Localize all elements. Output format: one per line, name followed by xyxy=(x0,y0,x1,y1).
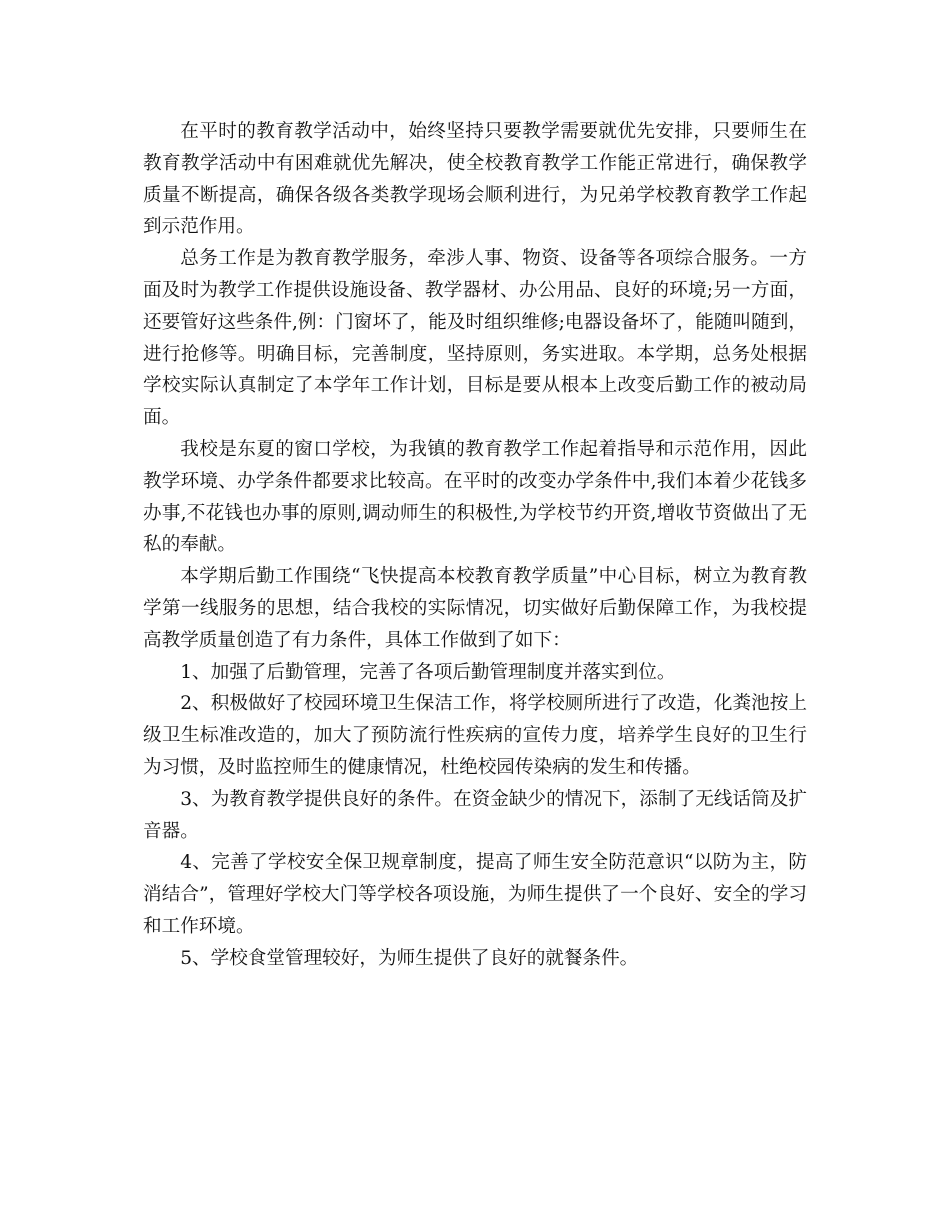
paragraph-2: 总务工作是为教育教学服务，牵涉人事、物资、设备等各项综合服务。一方面及时为教学工作提供设施设备、教学器材、办公用品、良好的环境;另一方面，还要管好这些条件,例：门窗坏了，能及时组织维修;电器设备坏了，能随叫随到，进行抢修等。明确目标，完善制度，坚持原则，务实进取。本学期，总务处根据学校实际认真制定了本学年工作计划，目标是要从根本上改变后勤工作的被动局面。 xyxy=(143,248,807,429)
paragraph-1: 在平时的教育教学活动中，始终坚持只要教学需要就优先安排，只要师生在教育教学活动中有困难就优先解决，使全校教育教学工作能正常进行，确保教学质量不断提高，确保各级各类教学现场会顺利进行，为兄弟学校教育教学工作起到示范作用。 xyxy=(143,121,807,238)
list-item-3: 3、为教育教学提供良好的条件。在资金缺少的情况下，添制了无线话筒及扩音器。 xyxy=(143,788,807,842)
list-item-5: 5、学校食堂管理较好，为师生提供了良好的就餐条件。 xyxy=(180,947,639,969)
paragraph-3: 我校是东夏的窗口学校，为我镇的教育教学工作起着指导和示范作用，因此教学环境、办学条件都要求比较高。在平时的改变办学条件中,我们本着少花钱多办事,不花钱也办事的原则,调动师生的积极性,为学校节约开资,增收节资做出了无私的奉献。 xyxy=(143,438,807,556)
list-item-4: 4、完善了学校安全保卫规章制度，提高了师生安全防范意识“以防为主，防消结合”，管理好学校大门等学校各项设施，为师生提供了一个良好、安全的学习和工作环境。 xyxy=(143,852,807,937)
document-body xyxy=(143,116,807,975)
list-item-2: 2、积极做好了校园环境卫生保洁工作，将学校厕所进行了改造，化粪池按上级卫生标准改造的，加大了预防流行性疾病的宣传力度，培养学生良好的卫生行为习惯，及时监控师生的健康情况，杜绝校园传染病的发生和传播。 xyxy=(143,693,807,778)
list-item-1: 1、加强了后勤管理，完善了各项后勤管理制度并落实到位。 xyxy=(180,661,676,683)
paragraph-4: 本学期后勤工作围绕“飞快提高本校教育教学质量”中心目标，树立为教育教学第一线服务的思想，结合我校的实际情况，切实做好后勤保障工作，为我校提高教学质量创造了有力条件，具体工作做到了如下： xyxy=(143,566,807,651)
